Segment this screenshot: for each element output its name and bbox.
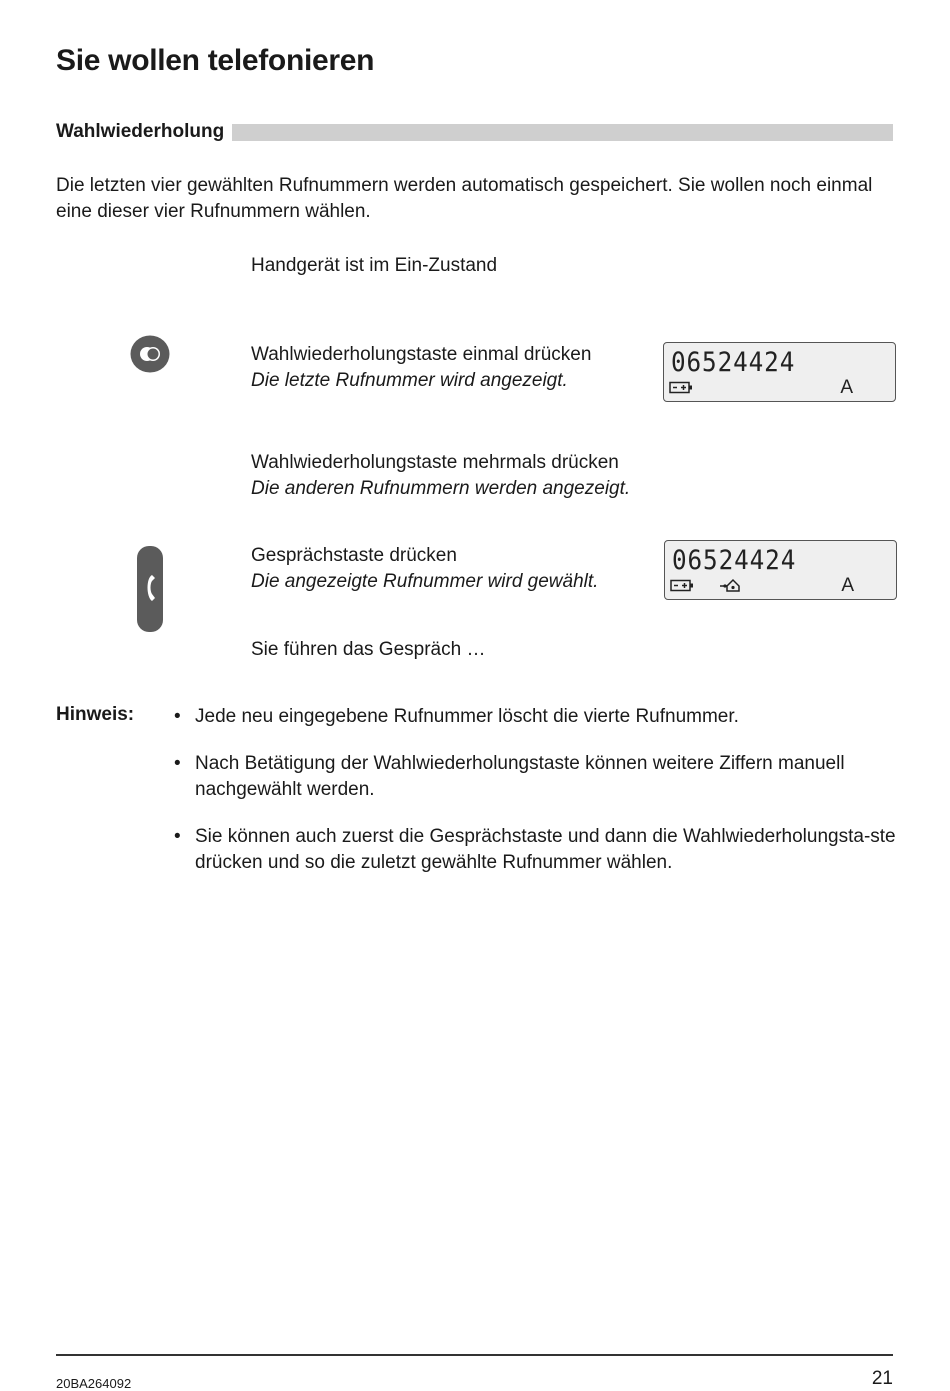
section-header: [56, 121, 893, 143]
display-letter: A: [841, 575, 854, 596]
bullet-icon: •: [174, 753, 181, 774]
step-action: Wahlwiederholungstaste mehrmals drücken: [251, 452, 619, 473]
step-note: Die letzte Rufnummer wird angezeigt.: [251, 370, 568, 391]
redial-key-icon: [130, 335, 170, 373]
handset-display: [663, 342, 896, 402]
battery-icon: [669, 381, 693, 394]
bullet-icon: •: [174, 706, 181, 727]
section-title: Wahlwiederholung: [56, 121, 225, 142]
bullet-icon: •: [174, 826, 181, 847]
hint-label: Hinweis:: [56, 704, 135, 725]
display-letter: A: [840, 377, 853, 398]
step-note: Die anderen Rufnummern werden angezeigt.: [251, 478, 631, 499]
hint-text: Jede neu eingegebene Rufnummer löscht die vierte Rufnummer.: [195, 706, 739, 727]
page-number: 21: [871, 1368, 893, 1389]
document-code: 20BA264092: [56, 1376, 132, 1391]
step-note: Die angezeigte Rufnummer wird gewählt.: [251, 571, 599, 592]
hint-item: [170, 824, 900, 876]
hint-text: Sie können auch zuerst die Gesprächstaste und dann die Wahlwiederholungsta-ste drücken und so die zuletzt gewählte Rufnummer wählen.: [195, 826, 896, 873]
talk-key-icon: [136, 545, 164, 633]
hint-item: [170, 704, 900, 730]
page-title: Sie wollen telefonieren: [56, 44, 375, 77]
step-action: Sie führen das Gespräch …: [251, 639, 486, 660]
step-handset-on: [251, 253, 497, 279]
section-rule: [232, 124, 893, 141]
hint-text: Nach Betätigung der Wahlwiederholungstaste können weitere Ziffern manuell nachgewählt werden.: [195, 753, 845, 800]
step-redial-multiple: [251, 450, 630, 502]
handset-display: [664, 540, 897, 600]
step-talk-key: [251, 543, 598, 595]
display-number: 06524424: [671, 347, 796, 378]
battery-icon: [670, 579, 694, 592]
step-in-call: [251, 637, 485, 663]
footer-rule: [56, 1354, 893, 1356]
display-number: 06524424: [672, 545, 797, 576]
step-redial-once: [251, 342, 591, 394]
intro-paragraph: Die letzten vier gewählten Rufnummern werden automatisch gespeichert. Sie wollen noch einmal eine dieser vier Rufnummern wählen.: [56, 175, 873, 222]
home-connection-icon: [719, 577, 741, 593]
hint-item: [170, 751, 900, 803]
step-action: Wahlwiederholungstaste einmal drücken: [251, 344, 592, 365]
step-action: Gesprächstaste drücken: [251, 545, 457, 566]
step-action: Handgerät ist im Ein-Zustand: [251, 255, 498, 276]
hint-list: [170, 704, 900, 897]
